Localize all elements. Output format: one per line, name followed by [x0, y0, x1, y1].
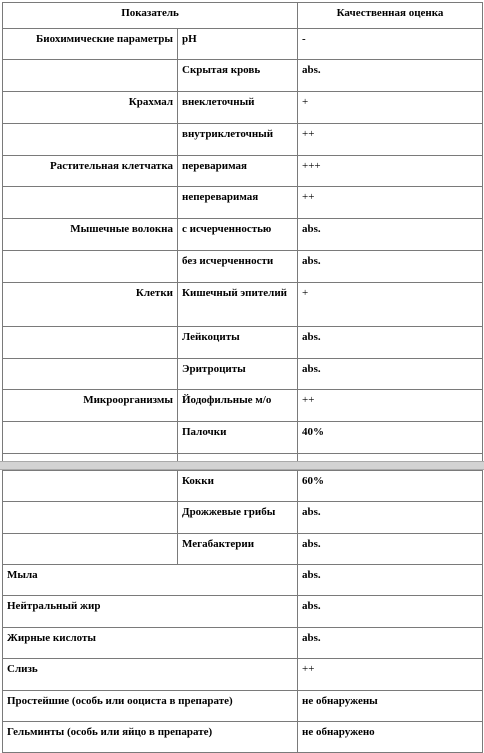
- assessment-value: abs.: [298, 534, 483, 565]
- assessment-value: не обнаружены: [298, 691, 483, 722]
- assessment-value: abs.: [298, 327, 483, 359]
- header-indicator: Показатель: [3, 3, 298, 29]
- assessment-value: abs.: [298, 251, 483, 283]
- parameter-label: внутриклеточный: [178, 124, 298, 156]
- parameter-label: Эритроциты: [178, 359, 298, 390]
- table-row: [3, 187, 483, 219]
- table-row: [3, 565, 483, 596]
- table-row: [3, 691, 483, 722]
- parameter-label: Йодофильные м/о: [178, 390, 298, 422]
- assessment-value: +: [298, 283, 483, 327]
- parameter-label: с исчерченностью: [178, 219, 298, 251]
- group-label: Клетки: [3, 283, 178, 327]
- table-row: [3, 628, 483, 659]
- group-label: Мышечные волокна: [3, 219, 178, 251]
- table-row: [3, 251, 483, 283]
- group-label: Биохимические параметры: [3, 29, 178, 60]
- group-label: [3, 359, 178, 390]
- assessment-value: abs.: [298, 596, 483, 628]
- empty-cell: [3, 534, 178, 565]
- parameter-label: Дрожжевые грибы: [178, 502, 298, 534]
- parameter-label: pH: [178, 29, 298, 60]
- assessment-value: ++: [298, 187, 483, 219]
- parameter-label: Скрытая кровь: [178, 60, 298, 92]
- table-row: [3, 29, 483, 60]
- table-header-row: [3, 3, 483, 29]
- table-row: [3, 422, 483, 454]
- group-label: Растительная клетчатка: [3, 156, 178, 187]
- results-table-bottom: [2, 470, 483, 753]
- assessment-value: +++: [298, 156, 483, 187]
- group-label: [3, 327, 178, 359]
- assessment-value: abs.: [298, 219, 483, 251]
- table-row: [3, 283, 483, 327]
- table-row: [3, 534, 483, 565]
- row-label: Простейшие (особь или ооциста в препарате): [3, 691, 298, 722]
- empty-cell: [3, 471, 178, 502]
- group-label: [3, 187, 178, 219]
- assessment-value: 60%: [298, 471, 483, 502]
- row-label: Нейтральный жир: [3, 596, 298, 628]
- results-table-top: [2, 2, 483, 464]
- table-row: [3, 722, 483, 753]
- table-row: [3, 471, 483, 502]
- parameter-label: без исчерченности: [178, 251, 298, 283]
- parameter-label: Кокки: [178, 471, 298, 502]
- assessment-value: +: [298, 92, 483, 124]
- table-row: [3, 359, 483, 390]
- parameter-label: Кишечный эпителий: [178, 283, 298, 327]
- assessment-value: abs.: [298, 60, 483, 92]
- group-label: [3, 60, 178, 92]
- parameter-label: непереваримая: [178, 187, 298, 219]
- row-label: Жирные кислоты: [3, 628, 298, 659]
- table-row: [3, 92, 483, 124]
- parameter-label: Лейкоциты: [178, 327, 298, 359]
- group-label: Крахмал: [3, 92, 178, 124]
- table-row: [3, 60, 483, 92]
- table-row: [3, 124, 483, 156]
- table-row: [3, 156, 483, 187]
- assessment-value: abs.: [298, 565, 483, 596]
- group-label: [3, 124, 178, 156]
- assessment-value: abs.: [298, 628, 483, 659]
- row-label: Гельминты (особь или яйцо в препарате): [3, 722, 298, 753]
- parameter-label: Мегабактерии: [178, 534, 298, 565]
- assessment-value: abs.: [298, 502, 483, 534]
- group-label: [3, 422, 178, 454]
- group-label: [3, 251, 178, 283]
- parameter-label: внеклеточный: [178, 92, 298, 124]
- row-label: Слизь: [3, 659, 298, 691]
- table-row: [3, 219, 483, 251]
- assessment-value: ++: [298, 124, 483, 156]
- assessment-value: -: [298, 29, 483, 60]
- header-assessment: Качественная оценка: [298, 3, 483, 29]
- table-row: [3, 327, 483, 359]
- assessment-value: 40%: [298, 422, 483, 454]
- row-label: Мыла: [3, 565, 298, 596]
- parameter-label: переваримая: [178, 156, 298, 187]
- table-row: [3, 390, 483, 422]
- assessment-value: abs.: [298, 359, 483, 390]
- assessment-value: ++: [298, 659, 483, 691]
- table-row: [3, 502, 483, 534]
- page-break-divider: [0, 461, 484, 470]
- table-row: [3, 596, 483, 628]
- empty-cell: [3, 502, 178, 534]
- parameter-label: Палочки: [178, 422, 298, 454]
- assessment-value: не обнаружено: [298, 722, 483, 753]
- assessment-value: ++: [298, 390, 483, 422]
- table-row: [3, 659, 483, 691]
- group-label: Микроорганизмы: [3, 390, 178, 422]
